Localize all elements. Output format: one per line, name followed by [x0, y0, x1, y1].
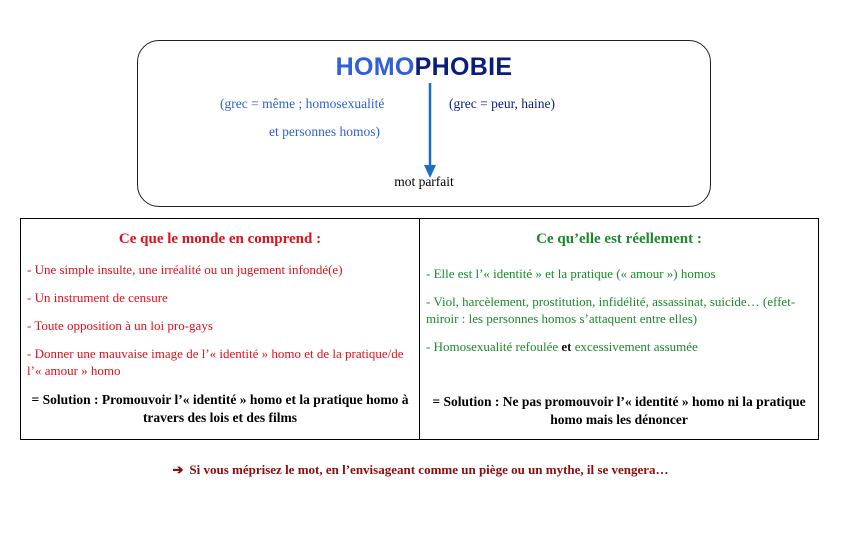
- title-box: [137, 40, 711, 207]
- left-column: [21, 219, 420, 440]
- left-solution: = Solution : Promouvoir l’« identité » homo et la pratique homo à travers des lois et des films: [31, 392, 409, 425]
- list-item: - Viol, harcèlement, prostitution, infidélité, assassinat, suicide… (effet-miroir : les personnes homos s’attaquent entre elles): [426, 294, 796, 326]
- left-heading: Ce que le monde en comprend :: [118, 231, 322, 247]
- right-solution: = Solution : Ne pas promouvoir l’« identité » homo ni la pratique homo mais les dénoncer: [432, 394, 806, 427]
- title-phobie: PHOBIE: [414, 53, 513, 81]
- list-item-part: - Homosexualité refoulée: [426, 339, 562, 354]
- footer-warning: [0, 462, 841, 478]
- list-item-part: excessivement assumée: [571, 339, 698, 354]
- caption-mot-parfait: mot parfait: [394, 174, 454, 189]
- comparison-table: [20, 218, 819, 440]
- footer-text: Si vous méprisez le mot, en l’envisageant comme un piège ou un mythe, il se vengera…: [189, 462, 669, 477]
- main-title: [138, 53, 710, 82]
- right-heading: Ce qu’elle est réellement :: [536, 231, 702, 247]
- title-homo: HOMO: [335, 53, 415, 81]
- right-column: [420, 219, 819, 440]
- list-item: - Une simple insulte, une irréalité ou un jugement infondé(e): [27, 262, 343, 277]
- list-item: - Un instrument de censure: [27, 290, 168, 305]
- list-item-emphasis: et: [561, 339, 572, 354]
- down-arrow-icon: [423, 83, 437, 179]
- list-item: - Toute opposition à un loi pro-gays: [27, 318, 213, 333]
- list-item: - Elle est l’« identité » et la pratique (« amour ») homos: [426, 266, 716, 281]
- etymology-homo-line1: (grec = même ; homosexualité: [220, 96, 385, 111]
- right-list: [426, 265, 812, 366]
- right-arrow-icon: ➔: [172, 462, 184, 477]
- etymology-phobie: (grec = peur, haine): [449, 96, 556, 111]
- etymology-homo: [220, 90, 384, 146]
- list-item: - Donner une mauvaise image de l’« identité » homo et de la pratique/de l’« amour » homo: [27, 346, 404, 378]
- etymology-homo-line2: et personnes homos): [269, 124, 380, 139]
- left-list: [27, 261, 413, 390]
- list-item: [426, 338, 812, 355]
